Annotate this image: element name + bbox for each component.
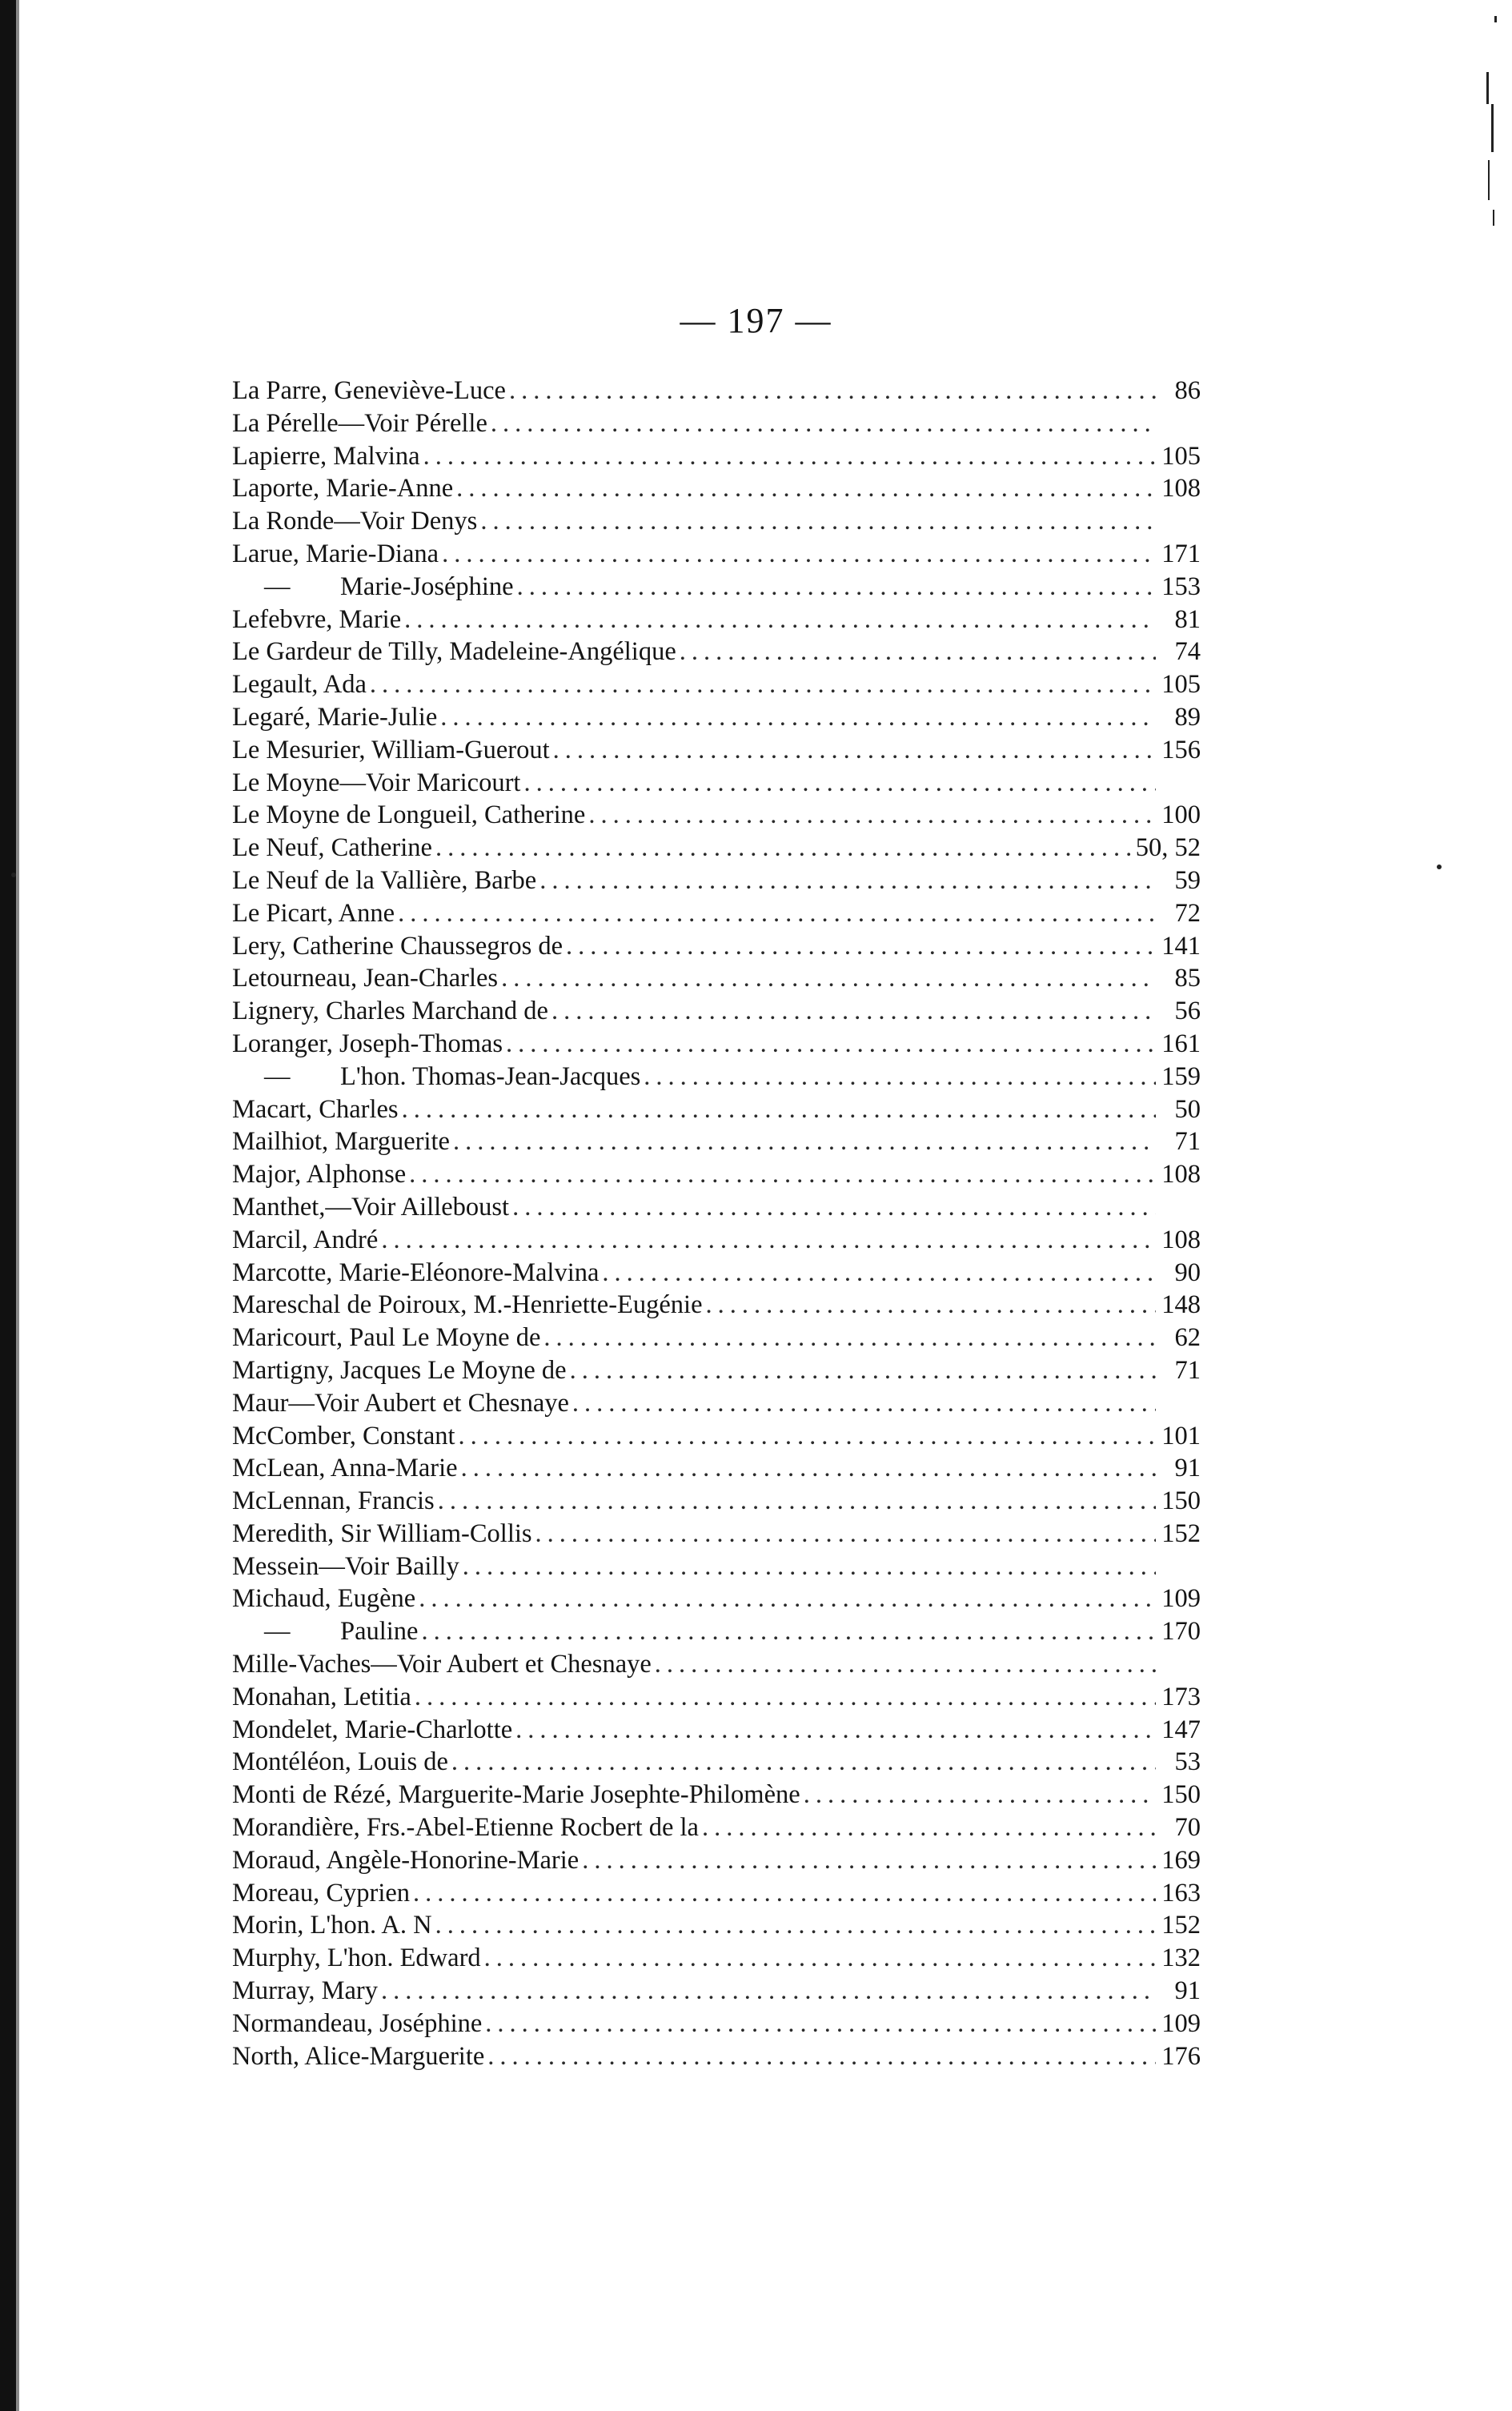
dot-leader bbox=[506, 1028, 1156, 1061]
index-entry bbox=[232, 407, 1201, 440]
entry-name-text: Monti de Rézé, Marguerite-Marie Josephte-Philomène bbox=[232, 1780, 800, 1810]
entry-name bbox=[232, 1387, 569, 1420]
entry-name-text: Morin, L'hon. A. N bbox=[232, 1911, 432, 1940]
index-entry bbox=[232, 1551, 1201, 1583]
entry-name bbox=[232, 1061, 640, 1093]
entry-page-number: 152 bbox=[1161, 1518, 1201, 1548]
dot-leader bbox=[539, 865, 1156, 897]
dot-leader bbox=[485, 2008, 1156, 2040]
entry-name-text: Marcil, André bbox=[232, 1225, 379, 1254]
index-entry bbox=[232, 995, 1201, 1028]
entry-name bbox=[232, 1648, 652, 1681]
index-entry bbox=[232, 1322, 1201, 1354]
index-entry bbox=[232, 440, 1201, 473]
index-entry bbox=[232, 1191, 1201, 1224]
entry-name bbox=[232, 1028, 503, 1061]
entry-name bbox=[232, 375, 506, 407]
entry-name-text: Manthet,—Voir Ailleboust bbox=[232, 1192, 510, 1222]
index-entry bbox=[232, 1354, 1201, 1387]
entry-page-number: 141 bbox=[1161, 931, 1201, 961]
index-entry bbox=[232, 1909, 1201, 1942]
entry-page-number: 150 bbox=[1161, 1486, 1201, 1516]
entry-name bbox=[232, 1909, 432, 1942]
index-entry bbox=[232, 1844, 1201, 1877]
scan-edge-line bbox=[16, 0, 19, 2411]
entry-name bbox=[232, 832, 432, 865]
entry-name-text: La Pérelle—Voir Pérelle bbox=[232, 408, 487, 438]
dot-leader bbox=[515, 1714, 1156, 1747]
entry-name-text: Mareschal de Poiroux, M.-Henriette-Eugénie bbox=[232, 1290, 703, 1320]
entry-name bbox=[232, 668, 367, 701]
entry-page-number: 170 bbox=[1161, 1617, 1201, 1647]
entry-name-text: Laporte, Marie-Anne bbox=[232, 474, 454, 503]
dot-leader bbox=[487, 2040, 1156, 2073]
index-entry bbox=[232, 1877, 1201, 1910]
entry-name bbox=[232, 995, 548, 1028]
entry-name-text: Martigny, Jacques Le Moyne de bbox=[232, 1355, 567, 1385]
entry-page-number: 169 bbox=[1161, 1845, 1201, 1875]
entry-name bbox=[232, 1877, 410, 1910]
entry-page-number: 176 bbox=[1161, 2041, 1201, 2071]
entry-page-number: 109 bbox=[1161, 2008, 1201, 2038]
entry-name-text: Normandeau, Joséphine bbox=[232, 2008, 483, 2038]
dot-leader bbox=[370, 668, 1156, 701]
entry-name bbox=[232, 1322, 540, 1354]
index-entry bbox=[232, 375, 1201, 407]
entry-page-number: 70 bbox=[1174, 1813, 1201, 1843]
dot-leader bbox=[461, 1452, 1156, 1485]
dot-leader bbox=[381, 1975, 1156, 2008]
dot-leader bbox=[480, 505, 1156, 538]
dot-leader bbox=[381, 1224, 1156, 1257]
page-number: — 197 — bbox=[680, 301, 832, 340]
entry-name bbox=[232, 1224, 378, 1257]
entry-page-number: 85 bbox=[1174, 964, 1201, 993]
index-entry bbox=[232, 1028, 1201, 1061]
dot-leader bbox=[602, 1257, 1156, 1290]
entry-name bbox=[232, 1714, 512, 1747]
entry-page-number: 89 bbox=[1174, 702, 1201, 732]
entry-name-text: Messein—Voir Bailly bbox=[232, 1551, 459, 1581]
dot-leader bbox=[456, 472, 1156, 505]
entry-name-text: Maur—Voir Aubert et Chesnaye bbox=[232, 1388, 569, 1418]
index-entry bbox=[232, 1714, 1201, 1747]
dot-leader bbox=[459, 1420, 1156, 1453]
entry-name-text: Le Neuf de la Vallière, Barbe bbox=[232, 865, 537, 895]
dot-leader bbox=[706, 1289, 1156, 1322]
entry-name bbox=[232, 767, 520, 800]
entry-name-text: La Parre, Geneviève-Luce bbox=[232, 376, 506, 405]
entry-page-number: 148 bbox=[1161, 1290, 1201, 1320]
entry-page-number: 56 bbox=[1174, 997, 1201, 1026]
entry-page-number: 91 bbox=[1174, 1976, 1201, 2006]
entry-name-text: Le Moyne—Voir Maricourt bbox=[232, 768, 521, 797]
entry-name-text: Le Moyne de Longueil, Catherine bbox=[232, 800, 586, 830]
entry-name-text: Le Picart, Anne bbox=[232, 898, 395, 928]
dot-leader bbox=[655, 1648, 1156, 1681]
dot-leader bbox=[398, 897, 1156, 930]
entry-page-number: 173 bbox=[1161, 1682, 1201, 1711]
index-entry bbox=[232, 1779, 1201, 1811]
entry-name-text: Mondelet, Marie-Charlotte bbox=[232, 1715, 513, 1744]
index-entry bbox=[232, 1681, 1201, 1714]
entry-name bbox=[232, 505, 477, 538]
entry-name-text: Lefebvre, Marie bbox=[232, 604, 402, 634]
entry-dash: — bbox=[264, 1617, 291, 1647]
entry-name bbox=[232, 440, 420, 473]
entry-name-text: Macart, Charles bbox=[232, 1094, 399, 1124]
dot-leader bbox=[453, 1125, 1156, 1158]
dot-leader bbox=[491, 407, 1156, 440]
scan-edge-shadow bbox=[0, 0, 16, 2411]
index-entry bbox=[232, 930, 1201, 963]
entry-name-text: Maricourt, Paul Le Moyne de bbox=[232, 1323, 541, 1353]
entry-page-number: 71 bbox=[1174, 1355, 1201, 1385]
entry-name-text: Lery, Catherine Chaussegros de bbox=[232, 931, 563, 961]
entry-page-number: 86 bbox=[1174, 376, 1201, 405]
entry-page-number: 81 bbox=[1174, 604, 1201, 634]
dot-leader bbox=[680, 636, 1156, 668]
index-entry bbox=[232, 604, 1201, 636]
index-entry bbox=[232, 1942, 1201, 1975]
dot-leader bbox=[572, 1387, 1156, 1420]
entry-name bbox=[232, 701, 437, 734]
entry-page-number: 53 bbox=[1174, 1747, 1201, 1777]
entry-name-text: Moraud, Angèle-Honorine-Marie bbox=[232, 1845, 580, 1875]
index-entry bbox=[232, 865, 1201, 897]
entry-page-number: 100 bbox=[1161, 800, 1201, 830]
entry-page-number: 74 bbox=[1174, 637, 1201, 667]
dot-leader bbox=[442, 538, 1156, 571]
dot-leader bbox=[413, 1877, 1156, 1910]
entry-page-number: 159 bbox=[1161, 1061, 1201, 1091]
entry-name bbox=[232, 2008, 482, 2040]
index-entry bbox=[232, 1093, 1201, 1126]
entry-name-text: Morandière, Frs.-Abel-Etienne Rocbert de la bbox=[232, 1813, 699, 1843]
entry-name-text: Murray, Mary bbox=[232, 1976, 379, 2006]
entry-name-text: Mailhiot, Marguerite bbox=[232, 1127, 450, 1157]
index-entry bbox=[232, 734, 1201, 767]
dot-leader bbox=[409, 1158, 1156, 1191]
entry-name-text: Legaré, Marie-Julie bbox=[232, 702, 438, 732]
dot-leader bbox=[551, 995, 1156, 1028]
entry-name-text: La Ronde—Voir Denys bbox=[232, 507, 478, 536]
entry-page-number: 90 bbox=[1174, 1258, 1201, 1287]
entry-page-number: 161 bbox=[1161, 1029, 1201, 1058]
dot-leader bbox=[402, 1093, 1156, 1126]
entry-name-text: Le Gardeur de Tilly, Madeleine-Angélique bbox=[232, 637, 676, 667]
index-entry bbox=[232, 1811, 1201, 1844]
entry-page-number: 163 bbox=[1161, 1878, 1201, 1908]
index-entry bbox=[232, 962, 1201, 995]
index-entry bbox=[232, 1061, 1201, 1093]
dot-leader bbox=[512, 1191, 1156, 1224]
index-entry bbox=[232, 767, 1201, 800]
dot-leader bbox=[415, 1681, 1156, 1714]
entry-page-number: 91 bbox=[1174, 1454, 1201, 1483]
entry-name bbox=[232, 1746, 448, 1779]
dot-leader bbox=[535, 1518, 1156, 1551]
dot-leader bbox=[419, 1583, 1156, 1615]
entry-name bbox=[232, 1942, 481, 1975]
entry-name-text: Marcotte, Marie-Eléonore-Malvina bbox=[232, 1258, 600, 1287]
entry-name bbox=[232, 1289, 703, 1322]
entry-page-number: 105 bbox=[1161, 441, 1201, 471]
entry-name-text: Meredith, Sir William-Collis bbox=[232, 1518, 532, 1548]
entry-name bbox=[232, 472, 453, 505]
index-entry bbox=[232, 799, 1201, 832]
entry-name-text: McComber, Constant bbox=[232, 1421, 455, 1450]
index-entry bbox=[232, 571, 1201, 604]
entry-page-number: 132 bbox=[1161, 1944, 1201, 1973]
index-entry bbox=[232, 1158, 1201, 1191]
entry-page-number: 153 bbox=[1161, 572, 1201, 601]
dot-leader bbox=[435, 832, 1133, 865]
entry-name bbox=[232, 1420, 455, 1453]
dot-leader bbox=[438, 1485, 1156, 1518]
entry-name bbox=[232, 1583, 415, 1615]
entry-name bbox=[232, 734, 550, 767]
dot-leader bbox=[543, 1322, 1156, 1354]
entry-name bbox=[232, 571, 514, 604]
entry-dash: — bbox=[264, 1061, 291, 1091]
entry-name bbox=[232, 962, 498, 995]
entry-name-text: Montéléon, Louis de bbox=[232, 1747, 448, 1777]
entry-dash: — bbox=[264, 572, 291, 601]
scan-specks bbox=[1464, 0, 1512, 256]
entry-page-number: 108 bbox=[1161, 1225, 1201, 1254]
entry-name-text: Marie-Joséphine bbox=[340, 572, 514, 601]
index-entry bbox=[232, 1648, 1201, 1681]
dot-leader bbox=[517, 571, 1156, 604]
dot-leader bbox=[588, 799, 1156, 832]
dot-leader bbox=[553, 734, 1156, 767]
dot-leader bbox=[582, 1844, 1156, 1877]
entry-page-number: 62 bbox=[1174, 1323, 1201, 1353]
entry-name-text: McLennan, Francis bbox=[232, 1486, 435, 1516]
entry-page-number: 108 bbox=[1161, 1160, 1201, 1189]
entry-name bbox=[232, 636, 676, 668]
entry-name bbox=[232, 538, 439, 571]
stray-mark-left bbox=[11, 873, 16, 877]
entry-name-text: Le Mesurier, William-Guerout bbox=[232, 735, 550, 764]
entry-page-number: 71 bbox=[1174, 1127, 1201, 1157]
entry-name bbox=[232, 1485, 435, 1518]
index-entry bbox=[232, 897, 1201, 930]
stray-mark-right bbox=[1437, 865, 1442, 869]
entry-name-text: Michaud, Eugène bbox=[232, 1584, 416, 1614]
entry-page-number: 59 bbox=[1174, 865, 1201, 895]
index-entry bbox=[232, 1387, 1201, 1420]
index-entry bbox=[232, 1289, 1201, 1322]
entry-name-text: Larue, Marie-Diana bbox=[232, 539, 439, 568]
index-entry bbox=[232, 1485, 1201, 1518]
entry-name-text: Monahan, Letitia bbox=[232, 1682, 411, 1711]
index-entry bbox=[232, 472, 1201, 505]
entry-name bbox=[232, 1779, 800, 1811]
dot-leader bbox=[644, 1061, 1156, 1093]
index-entry bbox=[232, 1420, 1201, 1453]
entry-page-number: 50 bbox=[1174, 1094, 1201, 1124]
index-entry bbox=[232, 636, 1201, 668]
entry-name bbox=[232, 1158, 406, 1191]
entry-name bbox=[232, 1257, 599, 1290]
dot-leader bbox=[566, 930, 1156, 963]
index-entry bbox=[232, 668, 1201, 701]
index-entry bbox=[232, 2008, 1201, 2040]
index-entry bbox=[232, 505, 1201, 538]
entry-name bbox=[232, 865, 536, 897]
dot-leader bbox=[501, 962, 1156, 995]
entry-name-text: Lignery, Charles Marchand de bbox=[232, 997, 548, 1026]
index-entry bbox=[232, 1975, 1201, 2008]
dot-leader bbox=[463, 1551, 1156, 1583]
entry-page-number: 147 bbox=[1161, 1715, 1201, 1744]
index-entry bbox=[232, 1257, 1201, 1290]
entry-page-number: 72 bbox=[1174, 898, 1201, 928]
entry-name bbox=[232, 1452, 458, 1485]
index-entry bbox=[232, 832, 1201, 865]
index-entry bbox=[232, 701, 1201, 734]
dot-leader bbox=[451, 1746, 1156, 1779]
entry-name-text: McLean, Anna-Marie bbox=[232, 1454, 458, 1483]
entry-page-number: 50, 52 bbox=[1135, 833, 1201, 863]
dot-leader bbox=[423, 440, 1156, 473]
entry-name bbox=[232, 1354, 567, 1387]
index-entry bbox=[232, 1583, 1201, 1615]
index-entry bbox=[232, 1615, 1201, 1648]
entry-page-number: 156 bbox=[1161, 735, 1201, 764]
entry-name-text: Major, Alphonse bbox=[232, 1160, 407, 1189]
entry-name bbox=[232, 1811, 699, 1844]
dot-leader bbox=[440, 701, 1156, 734]
entry-page-number: 109 bbox=[1161, 1584, 1201, 1614]
entry-page-number: 150 bbox=[1161, 1780, 1201, 1810]
entry-name bbox=[232, 930, 563, 963]
index-entry bbox=[232, 1125, 1201, 1158]
entry-name bbox=[232, 1191, 509, 1224]
entry-name bbox=[232, 1551, 459, 1583]
index-entry bbox=[232, 1518, 1201, 1551]
dot-leader bbox=[570, 1354, 1156, 1387]
entry-name bbox=[232, 1518, 532, 1551]
entry-name-text: Pauline bbox=[340, 1617, 419, 1647]
entry-name bbox=[232, 1125, 450, 1158]
entry-name-text: Murphy, L'hon. Edward bbox=[232, 1944, 481, 1973]
index-entry bbox=[232, 1746, 1201, 1779]
entry-name-text: North, Alice-Marguerite bbox=[232, 2041, 485, 2071]
entry-name bbox=[232, 1681, 411, 1714]
entry-name-text: Mille-Vaches—Voir Aubert et Chesnaye bbox=[232, 1650, 652, 1679]
index-list bbox=[232, 375, 1201, 2072]
entry-name-text: Legault, Ada bbox=[232, 670, 367, 700]
entry-name bbox=[232, 1844, 579, 1877]
index-entry bbox=[232, 1452, 1201, 1485]
entry-page-number: 101 bbox=[1161, 1421, 1201, 1450]
dot-leader bbox=[484, 1942, 1156, 1975]
entry-name bbox=[232, 799, 585, 832]
entry-name bbox=[232, 897, 395, 930]
entry-name bbox=[232, 407, 487, 440]
dot-leader bbox=[421, 1615, 1156, 1648]
index-entry bbox=[232, 1224, 1201, 1257]
dot-leader bbox=[509, 375, 1156, 407]
entry-name bbox=[232, 1975, 378, 2008]
dot-leader bbox=[702, 1811, 1156, 1844]
entry-name-text: L'hon. Thomas-Jean-Jacques bbox=[340, 1061, 641, 1091]
index-entry bbox=[232, 2040, 1201, 2073]
dot-leader bbox=[435, 1909, 1156, 1942]
entry-name bbox=[232, 1615, 418, 1648]
entry-name-text: Lapierre, Malvina bbox=[232, 441, 420, 471]
entry-page-number: 105 bbox=[1161, 670, 1201, 700]
entry-name-text: Loranger, Joseph-Thomas bbox=[232, 1029, 503, 1058]
entry-name-text: Moreau, Cyprien bbox=[232, 1878, 411, 1908]
entry-page-number: 152 bbox=[1161, 1911, 1201, 1940]
entry-name-text: Letourneau, Jean-Charles bbox=[232, 964, 499, 993]
entry-name bbox=[232, 2040, 484, 2073]
entry-name-text: Le Neuf, Catherine bbox=[232, 833, 432, 863]
entry-page-number: 108 bbox=[1161, 474, 1201, 503]
index-entry bbox=[232, 538, 1201, 571]
dot-leader bbox=[404, 604, 1156, 636]
dot-leader bbox=[523, 767, 1156, 800]
dot-leader bbox=[804, 1779, 1156, 1811]
entry-name bbox=[232, 1093, 399, 1126]
entry-name bbox=[232, 604, 401, 636]
entry-page-number: 171 bbox=[1161, 539, 1201, 568]
